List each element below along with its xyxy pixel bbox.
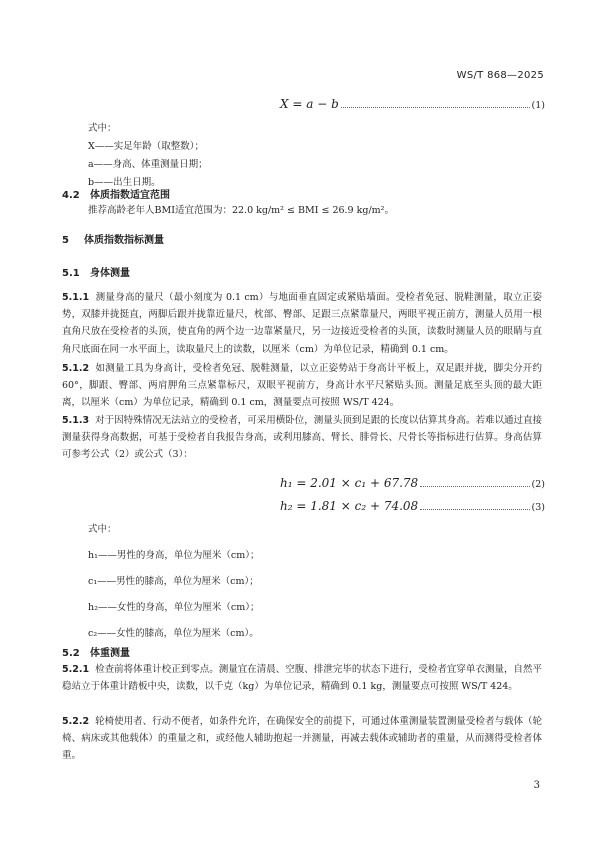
equation-formula: X = a − b (280, 97, 339, 111)
page-number: 3 (533, 780, 540, 791)
paragraph-5-2-2: 5.2.2 轮椅使用者、行动不便者，如条件允许，在确保安全的前提下，可通过体重测量装置测量受检者与载体（轮椅、病床或其他载体）的重量之和，或经他人辅助抱起一并测量，再减去载体或辅助者的重量，从而测得受检者体重。 (62, 716, 542, 762)
where-item: h₂——女性的身高，单位为厘米（cm）； (88, 602, 260, 613)
paragraph-5-2-1: 5.2.1 检查前将体重计校正到零点。测量宜在清晨、空腹、排泄完毕的状态下进行，受检者宜穿单衣测量，自然平稳站立于体重计踏板中央，读数，以千克（kg）为单位记录，精确到 0.1 kg，测量要点可按照 WS/T 424。 (62, 664, 542, 693)
paragraph-5-1-2: 5.1.2 如测量工具为身高计，受检者免冠、脱鞋测量，以立正姿势站于身高计平板上，双足跟并拢，脚尖分开约 60°，脚跟、臀部、两肩胛角三点紧靠标尺，双眼平视前方，身高计水平尺紧贴头顶。测量足底至头顶的最大距离，以厘米（cm）为单位记录，精确到 0.1 cm，测量要点可按照 WS/T 424。 (62, 363, 542, 409)
equation-1 (280, 97, 545, 111)
section-heading-5: 5 体质指数指标测量 (62, 235, 164, 246)
where-label: 式中： (88, 123, 117, 134)
paragraph-5-1-3: 5.1.3 对于因特殊情况无法站立的受检者，可采用横卧位，测量头顶到足跟的长度以估算其身高。若难以通过直接测量获得身高数据，可基于受检者自我报告身高，或利用膝高、臂长、腓骨长、尺骨长等指标进行估算。身高估算可参考公式（2）或公式（3）： (62, 415, 542, 461)
where-block-2 (88, 517, 260, 647)
equation-3 (280, 499, 545, 513)
section-heading-5-1: 5.1 身体测量 (62, 268, 130, 279)
equation-formula: h₁ = 2.01 × c₁ + 67.78 (280, 476, 419, 490)
where-item: X——实足年龄（取整数）； (88, 141, 205, 152)
section-heading-5-2: 5.2 体重测量 (62, 648, 130, 659)
equation-formula: h₂ = 1.81 × c₂ + 74.08 (280, 499, 419, 513)
equation-number: (1) (531, 100, 545, 111)
where-block-1 (88, 120, 208, 192)
equation-2 (280, 476, 545, 490)
where-item: a——身高、体重测量日期； (88, 159, 208, 170)
leader-dots (341, 106, 530, 108)
bmi-range-text: 推荐高龄老年人BMI适宜范围为：22.0 kg/m² ≤ BMI ≤ 26.9 kg/m²。 (88, 205, 394, 216)
standard-number: WS/T 868—2025 (456, 70, 544, 81)
where-item: c₂——女性的膝高，单位为厘米（cm）。 (88, 628, 259, 639)
section-heading-4-2: 4.2 体质指数适宜范围 (62, 190, 170, 201)
leader-dots (420, 485, 529, 487)
where-label: 式中： (88, 524, 117, 535)
paragraph-5-1-1: 5.1.1 测量身高的量尺（最小刻度为 0.1 cm）与地面垂直固定或紧贴墙面。受检者免冠、脱鞋测量，取立正姿势，双膝并拢挺直，两脚后跟并拢靠近量尺，枕部、臀部、足跟三点紧靠量尺，两眼平视正前方，测量人员用一根直角尺放在受检者的头顶，使直角的两个边一边靠紧量尺，另一边接近受检者的头顶，读数时测量人员的眼睛与直角尺底面在同一水平面上，读取量尺上的读数，以厘米（cm）为单位记录，精确到 0.1 cm。 (62, 292, 543, 355)
equation-number: (2) (531, 479, 545, 490)
where-item: c₁——男性的膝高，单位为厘米（cm）； (88, 576, 259, 587)
leader-dots (420, 508, 529, 510)
where-item: h₁——男性的身高，单位为厘米（cm）； (88, 550, 260, 561)
equation-number: (3) (531, 502, 545, 513)
where-item: b——出生日期。 (88, 177, 161, 188)
